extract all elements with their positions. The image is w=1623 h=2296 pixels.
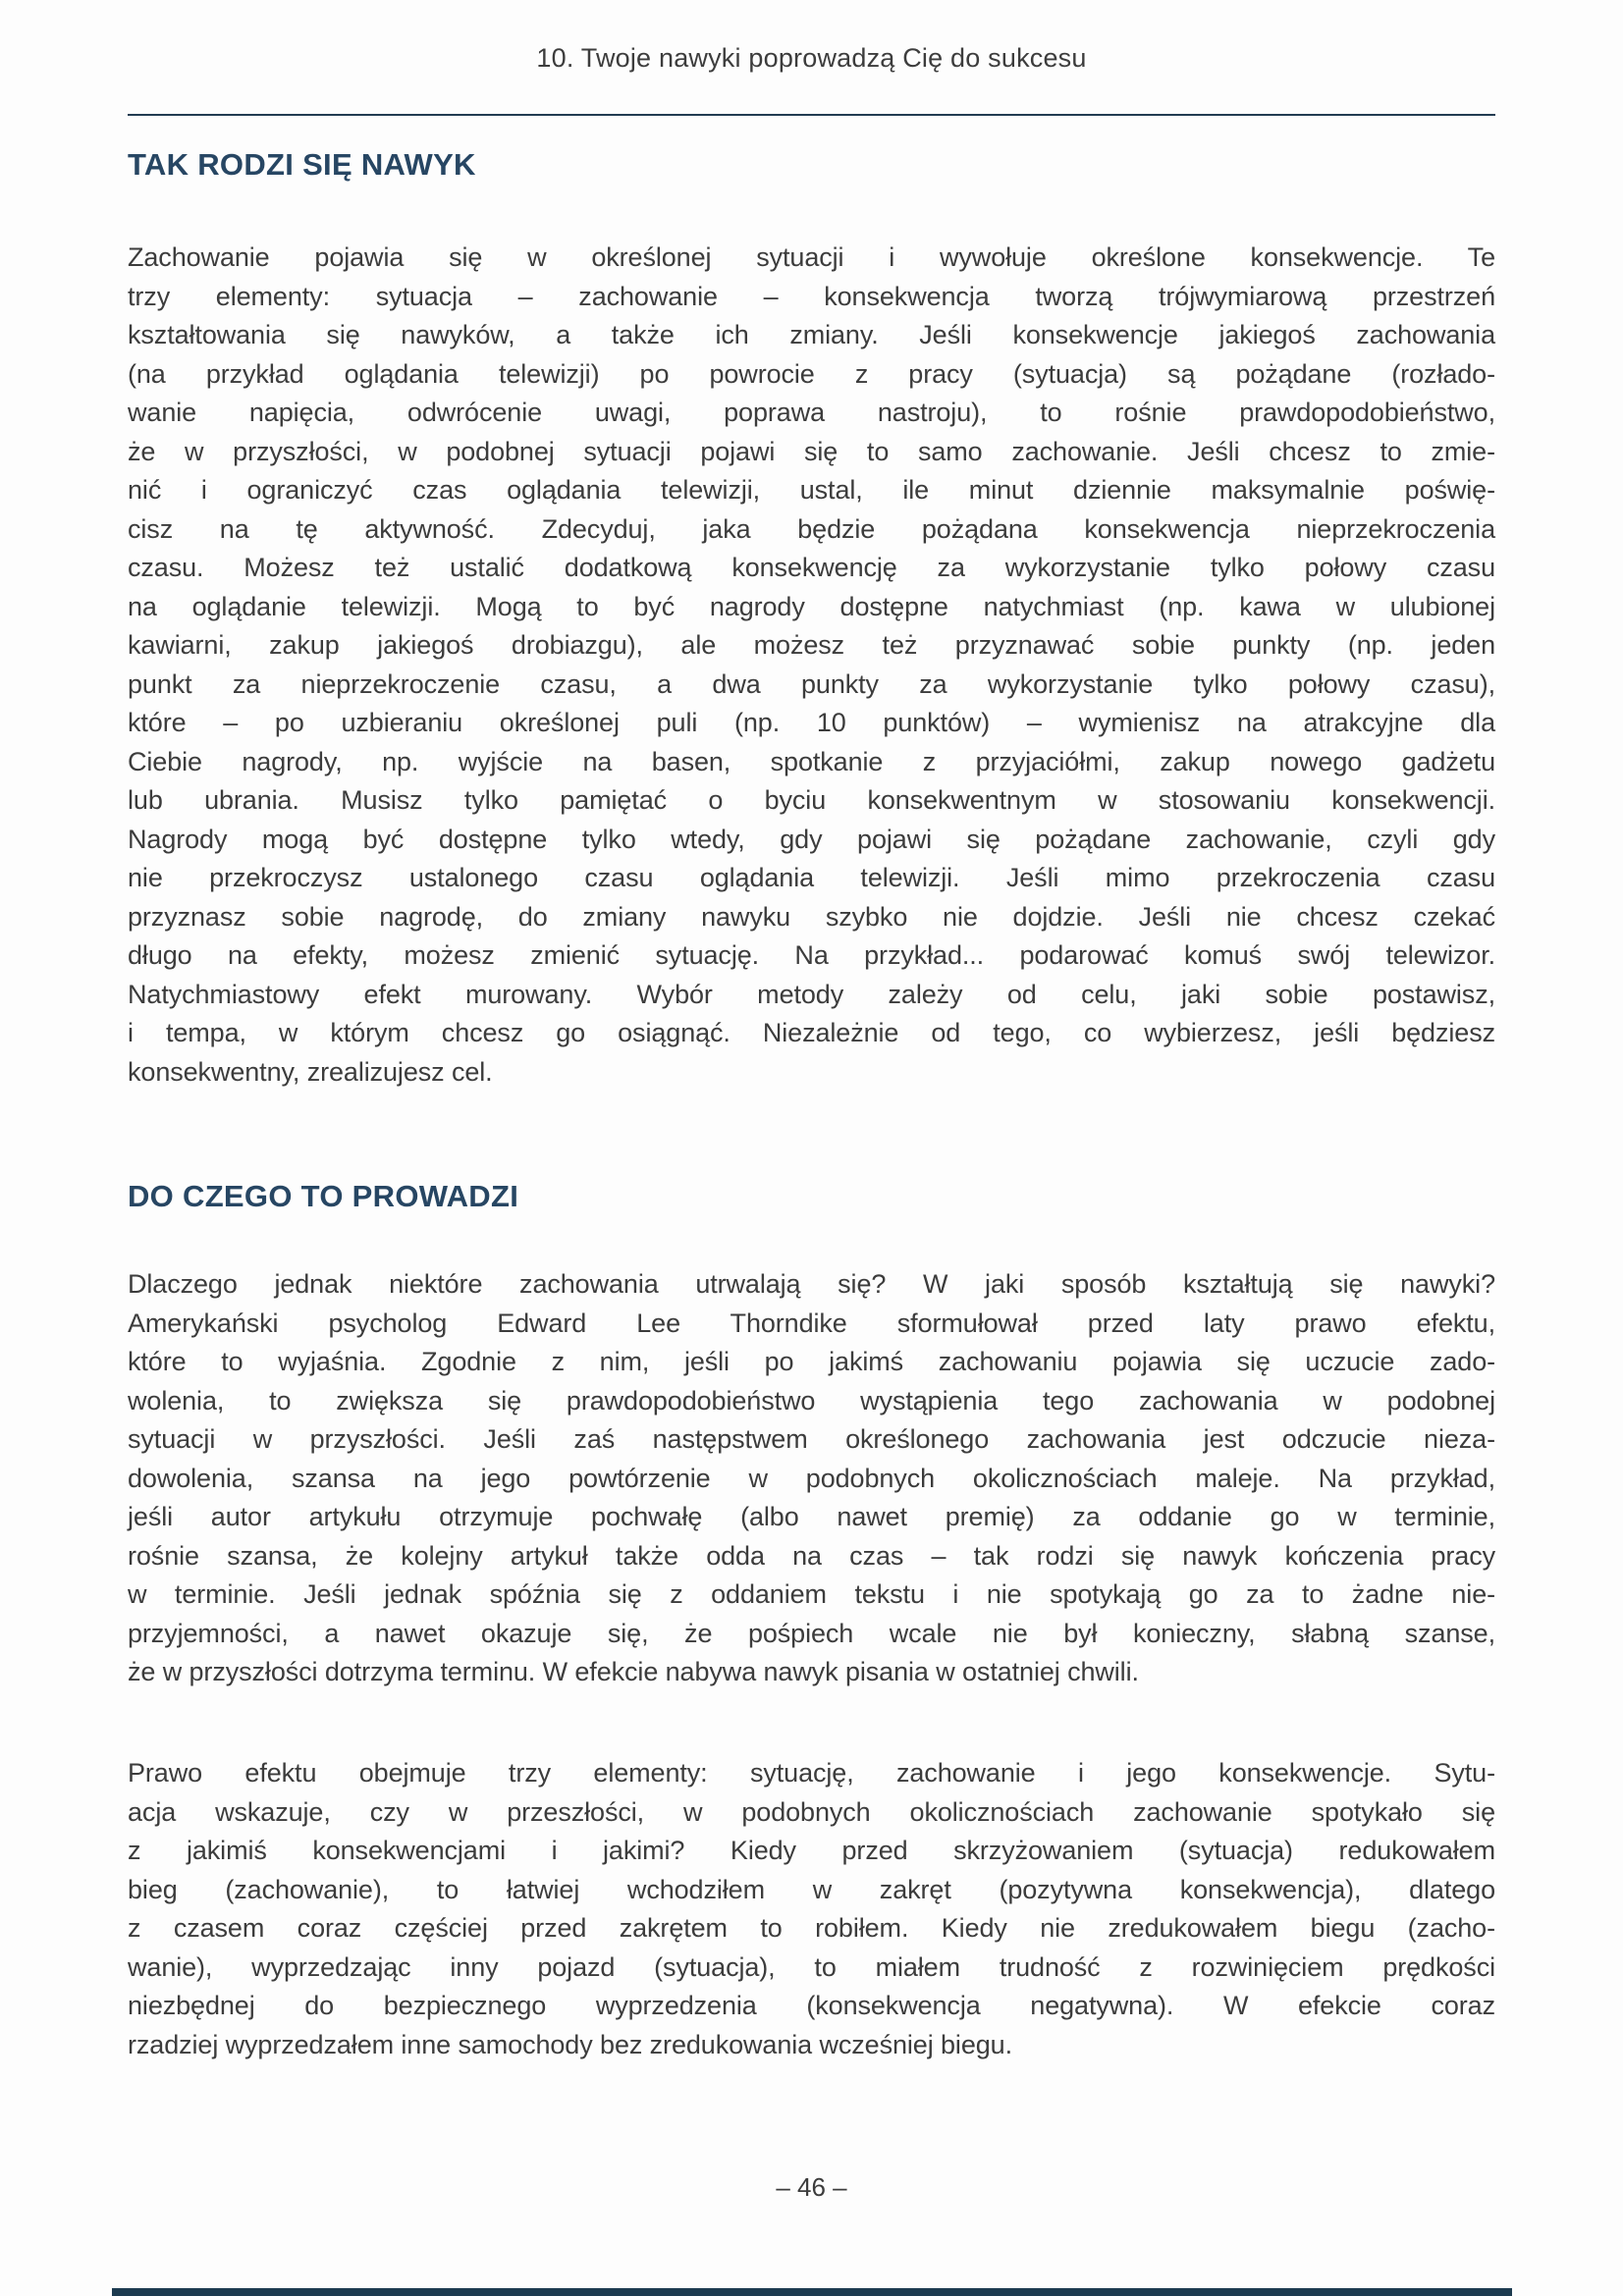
body-line: Nagrody mogą być dostępne tylko wtedy, gdy pojawi się pożądane zachowanie, czyli gdy [128, 824, 1495, 854]
body-line: konsekwentny, zrealizujesz cel. [128, 1056, 493, 1087]
body-line: i tempa, w którym chcesz go osiągnąć. Niezależnie od tego, co wybierzesz, jeśli będziesz [128, 1018, 1495, 1047]
body-line: lub ubrania. Musisz tylko pamiętać o byciu konsekwentnym w stosowaniu konsekwencji. [128, 785, 1495, 815]
section-heading-tak-rodzi-sie-nawyk: TAK RODZI SIĘ NAWYK [128, 147, 476, 182]
header-rule [128, 114, 1495, 116]
body-line: (na przykład oglądania telewizji) po powrocie z pracy (sytuacja) są pożądane (rozłado- [128, 358, 1495, 389]
body-line: że w przyszłości dotrzyma terminu. W efekcie nabywa nawyk pisania w ostatniej chwili. [128, 1657, 1139, 1686]
body-line: niezbędnej do bezpiecznego wyprzedzenia (konsekwencja negatywna). W efekcie coraz [128, 1991, 1495, 2020]
body-line: Prawo efektu obejmuje trzy elementy: sytuację, zachowanie i jego konsekwencje. Sytu- [128, 1758, 1495, 1788]
body-line: kawiarni, zakup jakiegoś drobiazgu), ale możesz też przyznawać sobie punkty (np. jeden [128, 630, 1495, 660]
body-line: czasu. Możesz też ustalić dodatkową konsekwencję za wykorzystanie tylko połowy czasu [128, 553, 1495, 582]
body-line: Natychmiastowy efekt murowany. Wybór metody zależy od celu, jaki sobie postawisz, [128, 979, 1495, 1009]
body-line: kształtowania się nawyków, a także ich zmiany. Jeśli konsekwencje jakiegoś zachowania [128, 320, 1495, 349]
body-line: Zachowanie pojawia się w określonej sytuacji i wywołuje określone konsekwencje. Te [128, 242, 1495, 272]
body-line: rzadziej wyprzedzałem inne samochody bez zredukowania wcześniej biegu. [128, 2029, 1012, 2059]
section-heading-do-czego-to-prowadzi: DO CZEGO TO PROWADZI [128, 1179, 519, 1213]
footer-bar [112, 2288, 1512, 2296]
body-line: trzy elementy: sytuacja – zachowanie – konsekwencja tworzą trójwymiarową przestrzeń [128, 281, 1495, 311]
page-number: – 46 – [776, 2172, 847, 2202]
body-line: z jakimiś konsekwencjami i jakimi? Kiedy przed skrzyżowaniem (sytuacja) redukowałem [128, 1836, 1495, 1865]
body-line: nić i ograniczyć czas oglądania telewizji, ustal, ile minut dziennie maksymalnie poświę- [128, 475, 1495, 505]
body-line: które – po uzbieraniu określonej puli (np. 10 punktów) – wymienisz na atrakcyjne dla [128, 708, 1495, 737]
body-line: bieg (zachowanie), to łatwiej wchodziłem w zakręt (pozytywna konsekwencja), dlatego [128, 1874, 1495, 1904]
body-line: wolenia, to zwiększa się prawdopodobieństwo wystąpienia tego zachowania w podobnej [128, 1385, 1495, 1415]
body-line: z czasem coraz częściej przed zakrętem to robiłem. Kiedy nie zredukowałem biegu (zacho- [128, 1913, 1495, 1943]
body-line: przyznasz sobie nagrodę, do zmiany nawyku szybko nie dojdzie. Jeśli nie chcesz czekać [128, 901, 1495, 932]
body-line: punkt za nieprzekroczenie czasu, a dwa punkty za wykorzystanie tylko połowy czasu), [128, 668, 1495, 699]
body-line: dowolenia, szansa na jego powtórzenie w podobnych okolicznościach maleje. Na przykład, [128, 1463, 1495, 1493]
body-line: przyjemności, a nawet okazuje się, że pośpiech wcale nie był konieczny, słabną szanse, [128, 1618, 1495, 1648]
paragraph [128, 1754, 1495, 2064]
body-line: Ciebie nagrody, np. wyjście na basen, spotkanie z przyjaciółmi, zakup nowego gadżetu [128, 746, 1495, 776]
body-line: na oglądanie telewizji. Mogą to być nagrody dostępne natychmiast (np. kawa w ulubionej [128, 591, 1495, 621]
body-line: nie przekroczysz ustalonego czasu oglądania telewizji. Jeśli mimo przekroczenia czasu [128, 863, 1495, 892]
body-line: wanie), wyprzedzając inny pojazd (sytuacja), to miałem trudność z rozwinięciem prędkości [128, 1951, 1495, 1982]
body-line: wanie napięcia, odwrócenie uwagi, poprawa nastroju), to rośnie prawdopodobieństwo, [128, 398, 1495, 427]
body-line: cisz na tę aktywność. Zdecyduj, jaka będzie pożądana konsekwencja nieprzekroczenia [128, 513, 1495, 544]
body-line: które to wyjaśnia. Zgodnie z nim, jeśli po jakimś zachowaniu pojawia się uczucie zado- [128, 1347, 1495, 1376]
body-line: Dlaczego jednak niektóre zachowania utrwalają się? W jaki sposób kształtują się nawyki? [128, 1269, 1495, 1299]
body-line: w terminie. Jeśli jednak spóźnia się z oddaniem tekstu i nie spotykają go za to żadne nie- [128, 1579, 1495, 1609]
paragraph [128, 239, 1495, 1092]
body-line: jeśli autor artykułu otrzymuje pochwałę (albo nawet premię) za oddanie go w terminie, [128, 1502, 1495, 1531]
body-line: sytuacji w przyszłości. Jeśli zaś następstwem określonego zachowania jest odczucie nieza- [128, 1424, 1495, 1454]
running-head: 10. Twoje nawyki poprowadzą Cię do sukcesu [536, 43, 1087, 73]
paragraph [128, 1265, 1495, 1692]
body-line: acja wskazuje, czy w przeszłości, w podobnych okolicznościach zachowanie spotykało się [128, 1796, 1495, 1827]
body-line: długo na efekty, możesz zmienić sytuację. Na przykład... podarować komuś swój telewizor. [128, 940, 1495, 970]
body-line: Amerykański psycholog Edward Lee Thorndike sformułował przed laty prawo efektu, [128, 1308, 1495, 1338]
body-line: rośnie szansa, że kolejny artykuł także odda na czas – tak rodzi się nawyk kończenia pracy [128, 1540, 1495, 1571]
body-line: że w przyszłości, w podobnej sytuacji pojawi się to samo zachowanie. Jeśli chcesz to zmie- [128, 436, 1495, 466]
